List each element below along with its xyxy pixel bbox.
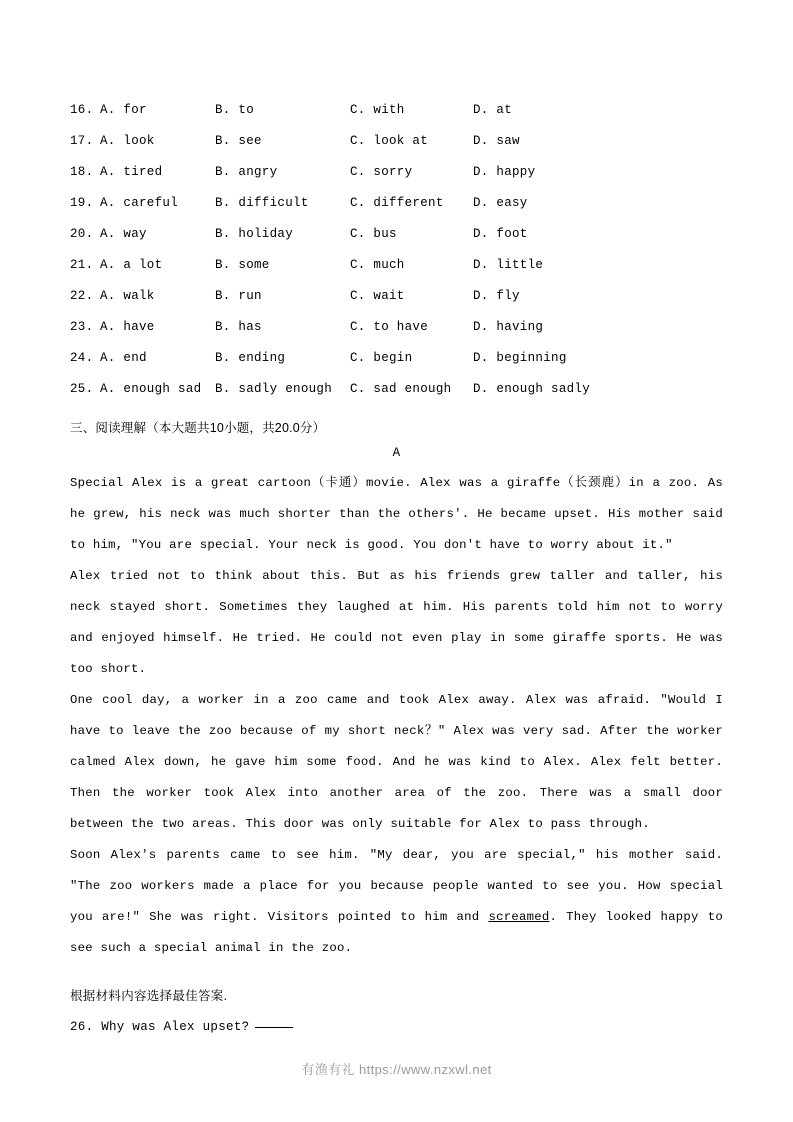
option-d[interactable]: D. easy	[473, 196, 528, 210]
question-26	[70, 1012, 723, 1043]
question-number: 24.	[70, 351, 94, 365]
option-a[interactable]: A. enough sad	[100, 382, 202, 396]
option-b[interactable]: B. ending	[215, 351, 286, 365]
option-b[interactable]: B. run	[215, 289, 262, 303]
option-b[interactable]: B. holiday	[215, 227, 294, 241]
underlined-word-screamed: screamed	[488, 910, 550, 924]
mc-question-row	[70, 250, 723, 281]
instruction-line: 根据材料内容选择最佳答案.	[70, 989, 228, 1003]
mc-question-row	[70, 95, 723, 126]
question-number: 17.	[70, 134, 94, 148]
question-number: 19.	[70, 196, 94, 210]
question-number: 22.	[70, 289, 94, 303]
answer-blank[interactable]	[255, 1016, 293, 1028]
option-b[interactable]: B. difficult	[215, 196, 309, 210]
option-d[interactable]: D. beginning	[473, 351, 567, 365]
option-a[interactable]: A. a lot	[100, 258, 163, 272]
option-b[interactable]: B. to	[215, 103, 255, 117]
mc-question-row	[70, 343, 723, 374]
mc-question-row	[70, 157, 723, 188]
mc-question-row	[70, 188, 723, 219]
mc-question-row	[70, 219, 723, 250]
option-d[interactable]: D. saw	[473, 134, 520, 148]
option-c[interactable]: C. different	[350, 196, 444, 210]
option-d[interactable]: D. at	[473, 103, 513, 117]
option-c[interactable]: C. sad enough	[350, 382, 452, 396]
option-d[interactable]: D. enough sadly	[473, 382, 591, 396]
option-d[interactable]: D. fly	[473, 289, 520, 303]
question-number: 18.	[70, 165, 94, 179]
option-d[interactable]: D. foot	[473, 227, 528, 241]
question-number: 16.	[70, 103, 94, 117]
option-a[interactable]: A. look	[100, 134, 155, 148]
question-number: 20.	[70, 227, 94, 241]
option-a[interactable]: A. tired	[100, 165, 163, 179]
option-c[interactable]: C. wait	[350, 289, 405, 303]
paragraph-4-text-after: . They looked happy to see such a special animal in the zoo.	[70, 910, 723, 955]
option-b[interactable]: B. has	[215, 320, 262, 334]
option-a[interactable]: A. walk	[100, 289, 155, 303]
option-d[interactable]: D. having	[473, 320, 544, 334]
passage-paragraph-2: Alex tried not to think about this. But as his friends grew taller and taller, his neck stayed short. Sometimes they laughed at him. His parents told him not to worry and enjoyed himself. He tried. He could not even play in some giraffe sports. He was too short.	[70, 569, 723, 676]
passage-paragraph-4	[70, 840, 723, 964]
question-26-text: 26. Why was Alex upset?	[70, 1020, 250, 1034]
option-c[interactable]: C. to have	[350, 320, 429, 334]
footer-watermark: 有渔有礼 https://www.nzxwl.net	[301, 1062, 492, 1077]
passage-paragraph-1: Special Alex is a great cartoon（卡通）movie. Alex was a giraffe（长颈鹿）in a zoo. As he grew, his neck was much shorter than the others'. He became upset. His mother said to him, "You are special. Your neck is good. You don't have to worry about it."	[70, 476, 723, 552]
option-b[interactable]: B. angry	[215, 165, 278, 179]
question-number: 21.	[70, 258, 94, 272]
option-c[interactable]: C. begin	[350, 351, 413, 365]
multiple-choice-list	[70, 95, 723, 405]
option-a[interactable]: A. way	[100, 227, 147, 241]
option-d[interactable]: D. happy	[473, 165, 536, 179]
option-d[interactable]: D. little	[473, 258, 544, 272]
option-a[interactable]: A. for	[100, 103, 147, 117]
question-number: 23.	[70, 320, 94, 334]
passage-label: A	[392, 446, 401, 460]
question-number: 25.	[70, 382, 94, 396]
option-b[interactable]: B. sadly enough	[215, 382, 333, 396]
mc-question-row	[70, 374, 723, 405]
option-b[interactable]: B. see	[215, 134, 262, 148]
option-a[interactable]: A. have	[100, 320, 155, 334]
option-a[interactable]: A. end	[100, 351, 147, 365]
section-heading: 三、阅读理解（本大题共10小题，共20.0分）	[70, 421, 326, 435]
option-b[interactable]: B. some	[215, 258, 270, 272]
option-c[interactable]: C. sorry	[350, 165, 413, 179]
option-c[interactable]: C. look at	[350, 134, 429, 148]
mc-question-row	[70, 281, 723, 312]
option-a[interactable]: A. careful	[100, 196, 179, 210]
mc-question-row	[70, 126, 723, 157]
option-c[interactable]: C. much	[350, 258, 405, 272]
passage-paragraph-3: One cool day, a worker in a zoo came and took Alex away. Alex was afraid. "Would I have to leave the zoo because of my short neck？" Alex was very sad. After the worker calmed Alex down, he gave him some food. And he was kind to Alex. Alex felt better. Then the worker took Alex into another area of the zoo. There was a small door between the two areas. This door was only suitable for Alex to pass through.	[70, 693, 723, 831]
paragraph-4-text-before: Soon Alex's parents came to see him. "My dear, you are special," his mother said. "The zoo workers made a place for you because people wanted to see you. How special you are!" She was right. Visitors pointed to him and	[70, 848, 723, 924]
option-c[interactable]: C. with	[350, 103, 405, 117]
option-c[interactable]: C. bus	[350, 227, 397, 241]
mc-question-row	[70, 312, 723, 343]
